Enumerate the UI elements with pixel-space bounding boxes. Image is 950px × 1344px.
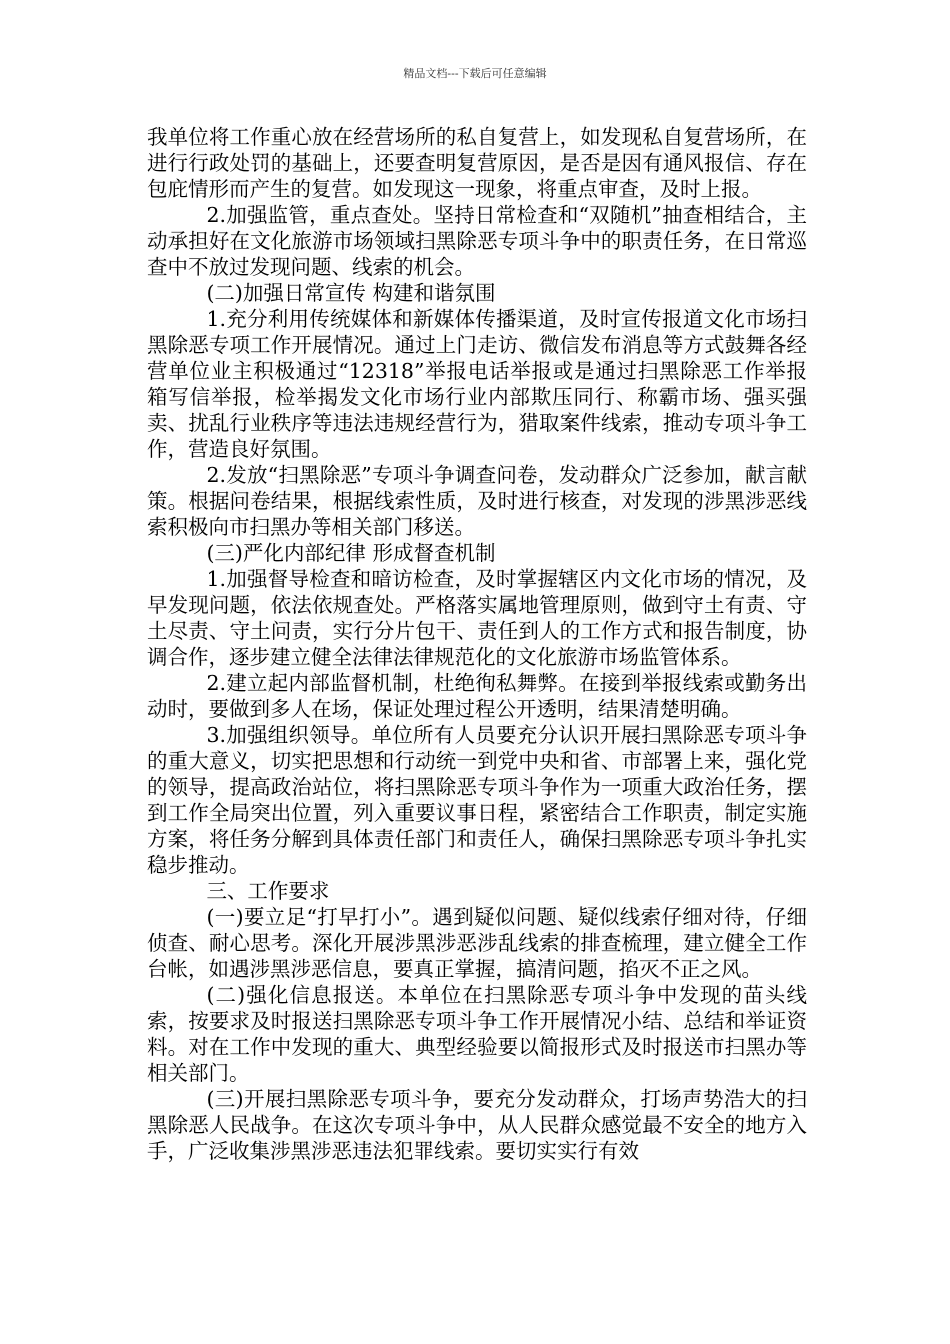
paragraph-item: 1.加强督导检查和暗访检查，及时掌握辖区内文化市场的情况，及早发现问题，依法依规查处。严格落实属地管理原则，做到守土有责、守土尽责、守土问责，实行分片包干、责任到人的工作方式和报告制度，协调合作，逐步建立健全法律法律规范化的文化旅游市场监管体系。 bbox=[147, 567, 807, 669]
paragraph-item: 3.加强组织领导。单位所有人员要充分认识开展扫黑除恶专项斗争的重大意义，切实把思想和行动统一到党中央和省、市部署上来，强化党的领导，提高政治站位，将扫黑除恶专项斗争作为一项重大政治任务，摆到工作全局突出位置，列入重要议事日程，紧密结合工作职责，制定实施方案，将任务分解到具体责任部门和责任人，确保扫黑除恶专项斗争扎实稳步推动。 bbox=[147, 723, 807, 877]
paragraph-item: (二)强化信息报送。本单位在扫黑除恶专项斗争中发现的苗头线索，按要求及时报送扫黑除恶专项斗争工作开展情况小结、总结和举证资料。对在工作中发现的重大、典型经验要以简报形式及时报送市扫黑办等相关部门。 bbox=[147, 983, 807, 1085]
paragraph-item: (三)开展扫黑除恶专项斗争，要充分发动群众，打场声势浩大的扫黑除恶人民战争。在这次专项斗争中，从人民群众感觉最不安全的地方入手，广泛收集涉黑涉恶违法犯罪线索。要切实实行有效 bbox=[147, 1087, 807, 1163]
section-heading: 三、工作要求 bbox=[206, 879, 330, 903]
page-header: 精品文档---下载后可任意编辑 bbox=[403, 67, 547, 80]
paragraph-item: 1.充分利用传统媒体和新媒体传播渠道，及时宣传报道文化市场扫黑除恶专项工作开展情况。通过上门走访、微信发布消息等方式鼓舞各经营单位业主积极通过“12318”举报电话举报或是通过扫黑除恶工作举报箱写信举报，检举揭发文化市场行业内部欺压同行、称霸市场、强买强卖、扰乱行业秩序等违法违规经营行为，猎取案件线索，推动专项斗争工作，营造良好氛围。 bbox=[147, 307, 807, 461]
section-heading: (三)严化内部纪律 形成督查机制 bbox=[206, 541, 496, 565]
section-heading: (二)加强日常宣传 构建和谐氛围 bbox=[206, 281, 496, 305]
paragraph-item: 2.加强监管，重点查处。坚持日常检查和“双随机”抽查相结合，主动承担好在文化旅游市场领域扫黑除恶专项斗争中的职责任务，在日常巡查中不放过发现问题、线索的机会。 bbox=[147, 203, 807, 279]
paragraph-item: (一)要立足“打早打小”。遇到疑似问题、疑似线索仔细对待，仔细侦查、耐心思考。深化开展涉黑涉恶涉乱线索的排查梳理，建立健全工作台帐，如遇涉黑涉恶信息，要真正掌握，搞清问题，掐灭不正之风。 bbox=[147, 905, 807, 981]
paragraph-item: 2.发放“扫黑除恶”专项斗争调查问卷，发动群众广泛参加，献言献策。根据问卷结果，根据线索性质，及时进行核查，对发现的涉黑涉恶线索积极向市扫黑办等相关部门移送。 bbox=[147, 463, 807, 539]
document-body bbox=[147, 124, 807, 1164]
paragraph-continuation: 我单位将工作重心放在经营场所的私自复营上，如发现私自复营场所，在进行行政处罚的基础上，还要查明复营原因，是否是因有通风报信、存在包庇情形而产生的复营。如发现这一现象，将重点审查，及时上报。 bbox=[147, 125, 807, 201]
paragraph-item: 2.建立起内部监督机制，杜绝徇私舞弊。在接到举报线索或勤务出动时，要做到多人在场，保证处理过程公开透明，结果清楚明确。 bbox=[147, 671, 807, 721]
